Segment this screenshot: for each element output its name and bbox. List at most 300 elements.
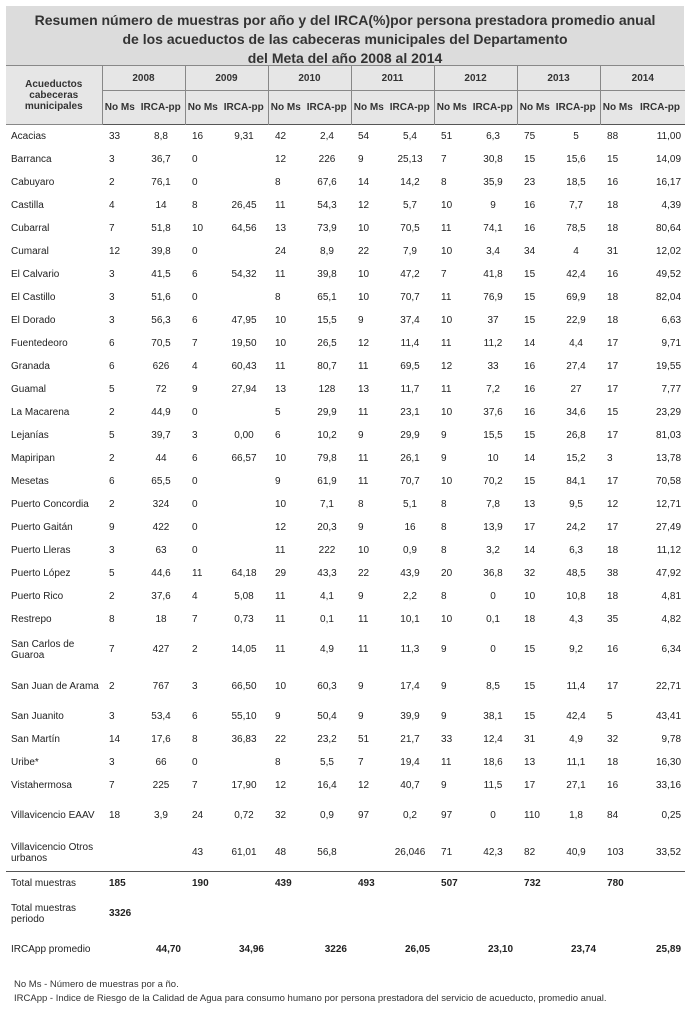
cell-no-ms: 13	[524, 499, 536, 510]
cell-no-ms: 12	[607, 499, 619, 510]
cell-irca-pp: 9,5	[569, 499, 583, 510]
cell-irca-pp: 9,2	[569, 644, 583, 655]
cell-no-ms: 9	[358, 681, 364, 692]
row-acueducto-name: Vistahermosa	[11, 780, 72, 791]
cell-irca-pp: 18	[155, 614, 167, 625]
cell-irca-pp: 29,9	[317, 407, 337, 418]
cell-irca-pp: 26,5	[317, 338, 337, 349]
cell-no-ms: 11	[358, 644, 369, 655]
cell-irca-pp: 6,3	[486, 131, 500, 142]
header-irca-pp: IRCA-pp	[137, 91, 185, 125]
cell-irca-pp: 69,5	[400, 361, 420, 372]
cell-no-ms: 14	[524, 453, 536, 464]
cell-no-ms: 5	[275, 407, 281, 418]
cell-irca-pp: 79,8	[317, 453, 337, 464]
cell-no-ms: 11	[192, 568, 203, 579]
cell-no-ms: 18	[607, 223, 619, 234]
footnote-ms: No Ms - Número de muestras por a ño.	[14, 979, 179, 990]
cell-irca-pp: 23,2	[317, 734, 337, 745]
cell-irca-pp: 44	[155, 453, 167, 464]
row-acueducto-name: El Calvario	[11, 269, 60, 280]
cell-irca-pp: 4,9	[569, 734, 583, 745]
cell-irca-pp: 51,8	[151, 223, 171, 234]
cell-irca-pp: 47,92	[655, 568, 682, 579]
cell-no-ms: 15	[607, 154, 619, 165]
cell-irca-pp: 70,58	[655, 476, 682, 487]
cell-irca-pp: 74,1	[483, 223, 503, 234]
row-acueducto-name: Cubarral	[11, 223, 50, 234]
cell-no-ms: 24	[275, 246, 287, 257]
cell-irca-pp: 16,4	[317, 780, 337, 791]
table-row	[6, 751, 685, 774]
cell-no-ms: 17	[524, 780, 536, 791]
cell-irca-pp: 17,6	[151, 734, 171, 745]
cell-no-ms: 6	[192, 315, 198, 326]
irca-table	[6, 66, 685, 966]
cell-irca-pp: 76,1	[151, 177, 171, 188]
table-title	[6, 6, 684, 66]
table-row	[6, 194, 685, 217]
cell-irca-pp	[220, 516, 268, 539]
cell-no-ms: 12	[441, 361, 453, 372]
cell-irca-pp: 15,2	[566, 453, 586, 464]
cell-irca-pp: 11,2	[483, 338, 503, 349]
cell-irca-pp: 47,95	[231, 315, 257, 326]
cell-irca-pp: 12,71	[655, 499, 682, 510]
cell-irca-pp: 11,5	[483, 780, 503, 791]
cell-no-ms: 9	[275, 711, 281, 722]
cell-irca-pp: 37,4	[400, 315, 420, 326]
cell-no-ms: 16	[607, 269, 619, 280]
header-irca-pp: IRCA-pp	[220, 91, 268, 125]
cell-no-ms: 6	[109, 338, 115, 349]
cell-no-ms: 11	[358, 453, 369, 464]
header-year: 2012	[434, 66, 517, 91]
cell-irca-pp: 41,5	[151, 269, 171, 280]
cell-no-ms: 51	[441, 131, 453, 142]
cell-no-ms: 0	[192, 407, 198, 418]
table-row	[6, 286, 685, 309]
cell-irca-pp: 5,7	[403, 200, 417, 211]
total-value: 190	[185, 872, 220, 896]
cell-no-ms: 12	[275, 154, 287, 165]
cell-no-ms: 8	[275, 177, 281, 188]
row-acueducto-name: Cumaral	[11, 246, 49, 257]
cell-irca-pp: 11,7	[400, 384, 420, 395]
cell-no-ms: 0	[192, 154, 198, 165]
row-acueducto-name: Guamal	[11, 384, 47, 395]
total-value: 732	[517, 872, 552, 896]
header-irca-pp: IRCA-pp	[552, 91, 600, 125]
cell-no-ms: 7	[441, 269, 447, 280]
cell-irca-pp: 18,6	[483, 757, 503, 768]
cell-no-ms: 15	[524, 269, 536, 280]
cell-no-ms: 8	[358, 499, 364, 510]
cell-no-ms: 8	[192, 734, 198, 745]
cell-no-ms: 15	[524, 681, 536, 692]
cell-irca-pp: 19,55	[655, 361, 682, 372]
header-no-ms: No Ms	[600, 91, 635, 125]
cell-no-ms: 2	[109, 591, 115, 602]
cell-no-ms: 11	[441, 223, 452, 234]
cell-irca-pp: 61,01	[231, 847, 257, 858]
cell-no-ms: 8	[441, 499, 447, 510]
cell-no-ms: 12	[275, 780, 287, 791]
cell-no-ms: 88	[607, 131, 619, 142]
cell-irca-pp: 5	[573, 131, 579, 142]
cell-no-ms: 3	[109, 711, 115, 722]
cell-irca-pp: 63	[155, 545, 167, 556]
cell-no-ms: 10	[275, 453, 287, 464]
cell-no-ms: 51	[358, 734, 370, 745]
cell-no-ms: 32	[275, 810, 287, 821]
header-no-ms: No Ms	[185, 91, 220, 125]
cell-no-ms: 8	[109, 614, 115, 625]
cell-irca-pp: 22,71	[655, 681, 682, 692]
cell-no-ms: 17	[607, 430, 619, 441]
cell-irca-pp: 23,29	[655, 407, 682, 418]
cell-no-ms: 22	[275, 734, 287, 745]
cell-no-ms: 11	[275, 644, 286, 655]
cell-irca-pp: 10,2	[317, 430, 337, 441]
promedio-value: 34,96	[238, 943, 264, 955]
cell-no-ms: 11	[358, 361, 369, 372]
cell-no-ms: 12	[358, 780, 370, 791]
cell-no-ms: 18	[607, 200, 619, 211]
cell-irca-pp: 26,8	[566, 430, 586, 441]
cell-no-ms: 97	[441, 810, 453, 821]
cell-no-ms: 14	[524, 338, 536, 349]
row-acueducto-name: San Juanito	[11, 711, 64, 722]
cell-no-ms: 0	[192, 292, 198, 303]
cell-no-ms: 16	[607, 644, 619, 655]
cell-no-ms: 7	[109, 780, 115, 791]
table-row	[6, 217, 685, 240]
cell-no-ms: 7	[358, 757, 364, 768]
cell-no-ms: 8	[275, 292, 281, 303]
cell-irca-pp: 66,50	[231, 681, 257, 692]
cell-no-ms: 9	[441, 681, 447, 692]
cell-irca-pp: 26,45	[231, 200, 257, 211]
promedio-value: 3226	[324, 943, 347, 955]
cell-irca-pp: 225	[152, 780, 170, 791]
cell-irca-pp: 222	[318, 545, 336, 556]
cell-irca-pp: 27,49	[655, 522, 682, 533]
cell-no-ms: 17	[607, 338, 619, 349]
cell-irca-pp: 43,3	[317, 568, 337, 579]
cell-no-ms: 17	[607, 681, 619, 692]
row-acueducto-name: Puerto Concordia	[11, 499, 89, 510]
cell-no-ms: 0	[192, 522, 198, 533]
cell-irca-pp: 30,8	[483, 154, 503, 165]
cell-irca-pp: 10,1	[400, 614, 420, 625]
cell-irca-pp: 626	[152, 361, 170, 372]
header-year: 2013	[517, 66, 600, 91]
table-row	[6, 378, 685, 401]
cell-irca-pp: 43,41	[655, 711, 682, 722]
cell-irca-pp: 9,78	[661, 734, 682, 745]
cell-no-ms: 7	[109, 644, 115, 655]
cell-irca-pp: 81,03	[655, 430, 682, 441]
cell-no-ms: 31	[524, 734, 536, 745]
cell-no-ms: 38	[607, 568, 619, 579]
cell-no-ms: 10	[192, 223, 204, 234]
cell-irca-pp: 226	[318, 154, 336, 165]
row-acueducto-name: La Macarena	[11, 407, 70, 418]
total-row	[6, 872, 685, 896]
row-acueducto-name: Lejanías	[11, 430, 49, 441]
total-value: 493	[351, 872, 386, 896]
cell-irca-pp: 0	[490, 644, 496, 655]
cell-no-ms: 6	[192, 269, 198, 280]
cell-no-ms: 5	[109, 430, 115, 441]
cell-irca-pp: 4,4	[569, 338, 583, 349]
cell-irca-pp: 54,3	[317, 200, 337, 211]
cell-no-ms: 15	[524, 430, 536, 441]
cell-no-ms: 35	[607, 614, 619, 625]
cell-irca-pp: 1,8	[569, 810, 583, 821]
table-row	[6, 631, 685, 668]
cell-irca-pp: 43,9	[400, 568, 420, 579]
cell-irca-pp: 10	[487, 453, 499, 464]
promedio-value: 44,70	[155, 943, 181, 955]
cell-irca-pp: 14,2	[400, 177, 420, 188]
cell-no-ms: 82	[524, 847, 536, 858]
cell-irca-pp	[220, 751, 268, 774]
cell-no-ms: 10	[275, 338, 287, 349]
cell-no-ms: 2	[192, 644, 198, 655]
cell-irca-pp: 17,90	[231, 780, 257, 791]
cell-no-ms: 16	[524, 223, 536, 234]
cell-irca-pp: 0,00	[234, 430, 254, 441]
cell-irca-pp: 26,1	[400, 453, 420, 464]
cell-irca-pp: 50,4	[317, 711, 337, 722]
cell-no-ms: 6	[192, 453, 198, 464]
cell-no-ms: 5	[607, 711, 613, 722]
cell-irca-pp: 16,30	[655, 757, 682, 768]
cell-irca-pp: 6,34	[661, 644, 682, 655]
cell-irca-pp: 3,4	[486, 246, 500, 257]
cell-irca-pp: 70,7	[400, 292, 420, 303]
cell-irca-pp: 15,6	[566, 154, 586, 165]
cell-no-ms: 32	[524, 568, 536, 579]
header-no-ms: No Ms	[434, 91, 469, 125]
cell-irca-pp: 14,05	[231, 644, 257, 655]
cell-no-ms: 17	[607, 384, 619, 395]
row-acueducto-name: Villavicencio EAAV	[11, 810, 95, 821]
header-irca-pp: IRCA-pp	[469, 91, 517, 125]
cell-no-ms: 48	[275, 847, 287, 858]
cell-no-ms: 11	[441, 757, 452, 768]
cell-irca-pp: 7,77	[661, 384, 682, 395]
cell-no-ms: 17	[607, 476, 619, 487]
cell-no-ms: 42	[275, 131, 287, 142]
cell-irca-pp: 15,5	[317, 315, 337, 326]
cell-irca-pp: 7,9	[403, 246, 417, 257]
cell-irca-pp: 38,1	[483, 711, 503, 722]
row-acueducto-name: Puerto Lleras	[11, 545, 71, 556]
cell-irca-pp: 29,9	[400, 430, 420, 441]
cell-irca-pp: 26,046	[394, 847, 426, 858]
cell-irca-pp: 16,17	[655, 177, 682, 188]
cell-no-ms	[351, 834, 386, 872]
cell-irca-pp: 27,94	[231, 384, 257, 395]
cell-irca-pp: 33,16	[655, 780, 682, 791]
cell-no-ms: 16	[192, 131, 204, 142]
cell-no-ms: 9	[358, 430, 364, 441]
cell-no-ms: 22	[358, 246, 370, 257]
cell-irca-pp: 13,78	[655, 453, 682, 464]
cell-irca-pp: 70,2	[483, 476, 503, 487]
cell-no-ms: 24	[192, 810, 204, 821]
cell-no-ms: 13	[358, 384, 370, 395]
cell-no-ms: 9	[192, 384, 198, 395]
cell-no-ms: 4	[192, 361, 198, 372]
cell-irca-pp: 3,9	[154, 810, 168, 821]
cell-no-ms: 103	[607, 847, 624, 858]
cell-irca-pp: 4,9	[320, 644, 334, 655]
table-row	[6, 424, 685, 447]
cell-no-ms: 22	[358, 568, 370, 579]
header-year: 2009	[185, 66, 268, 91]
cell-irca-pp: 4,1	[320, 591, 334, 602]
cell-irca-pp: 36,7	[151, 154, 171, 165]
table-row	[6, 834, 685, 872]
cell-irca-pp: 27,1	[566, 780, 586, 791]
table-row	[6, 668, 685, 705]
cell-no-ms: 18	[109, 810, 121, 821]
cell-no-ms: 43	[192, 847, 204, 858]
cell-no-ms: 5	[109, 384, 115, 395]
promedio-value: 23,10	[487, 943, 514, 955]
cell-no-ms: 3	[109, 154, 115, 165]
cell-irca-pp: 40,7	[400, 780, 420, 791]
table-row	[6, 797, 685, 834]
cell-no-ms: 3	[109, 269, 115, 280]
cell-irca-pp: 2,4	[320, 131, 334, 142]
table-row	[6, 263, 685, 286]
cell-irca-pp: 0,72	[234, 810, 254, 821]
total-value: 439	[268, 872, 303, 896]
cell-irca-pp: 36,8	[483, 568, 503, 579]
cell-irca-pp: 11,1	[566, 757, 586, 768]
cell-irca-pp: 11,3	[400, 644, 420, 655]
cell-no-ms: 97	[358, 810, 370, 821]
cell-irca-pp: 65,1	[317, 292, 337, 303]
cell-irca-pp: 2,2	[403, 591, 417, 602]
cell-irca-pp: 11,12	[656, 545, 682, 556]
cell-no-ms: 9	[441, 780, 447, 791]
cell-no-ms: 10	[441, 476, 453, 487]
cell-no-ms: 7	[441, 154, 447, 165]
cell-no-ms: 9	[358, 711, 364, 722]
cell-irca-pp: 0,25	[661, 810, 682, 821]
cell-irca-pp: 23,1	[400, 407, 420, 418]
cell-irca-pp	[220, 493, 268, 516]
total-value: 780	[600, 872, 635, 896]
cell-no-ms: 75	[524, 131, 536, 142]
cell-irca-pp: 11,4	[400, 338, 420, 349]
cell-irca-pp: 80,7	[317, 361, 337, 372]
header-irca-pp: IRCA-pp	[303, 91, 351, 125]
cell-no-ms: 11	[358, 407, 369, 418]
cell-irca-pp: 8,8	[154, 131, 168, 142]
cell-no-ms: 33	[109, 131, 121, 142]
cell-no-ms: 11	[358, 476, 369, 487]
cell-irca-pp: 34,6	[566, 407, 586, 418]
cell-no-ms: 12	[275, 522, 287, 533]
row-acueducto-name: San Juan de Arama	[11, 681, 99, 692]
cell-irca-pp: 11,4	[566, 681, 586, 692]
cell-irca-pp: 44,9	[151, 407, 171, 418]
cell-irca-pp: 4,3	[569, 614, 583, 625]
cell-no-ms: 13	[275, 384, 287, 395]
cell-irca-pp: 427	[152, 644, 170, 655]
cell-irca-pp: 12,4	[483, 734, 503, 745]
cell-irca-pp: 51,6	[151, 292, 171, 303]
row-acueducto-name: Puerto Rico	[11, 591, 64, 602]
cell-irca-pp: 20,3	[317, 522, 337, 533]
footnotes	[14, 978, 607, 1006]
cell-no-ms: 3	[192, 681, 198, 692]
cell-irca-pp: 4,82	[661, 614, 682, 625]
cell-irca-pp: 39,8	[317, 269, 337, 280]
cell-no-ms: 4	[109, 200, 115, 211]
header-irca-pp: IRCA-pp	[386, 91, 434, 125]
promedio-value: 23,74	[570, 943, 597, 955]
header-no-ms: No Ms	[351, 91, 386, 125]
promedio-row	[6, 932, 685, 966]
cell-no-ms: 16	[524, 361, 536, 372]
cell-irca-pp: 128	[318, 384, 336, 395]
cell-irca-pp: 324	[152, 499, 170, 510]
title-line-2: de los acueductos de las cabeceras municipales del Departamento	[122, 31, 568, 47]
cell-no-ms: 20	[441, 568, 453, 579]
cell-no-ms: 8	[275, 757, 281, 768]
cell-no-ms: 9	[358, 591, 364, 602]
cell-irca-pp: 12,02	[655, 246, 682, 257]
cell-no-ms: 10	[441, 614, 453, 625]
cell-no-ms: 13	[524, 757, 536, 768]
cell-irca-pp: 67,6	[317, 177, 337, 188]
cell-no-ms: 2	[109, 499, 115, 510]
cell-no-ms: 16	[524, 200, 536, 211]
cell-irca-pp	[220, 240, 268, 263]
cell-no-ms: 7	[192, 780, 198, 791]
cell-no-ms: 12	[358, 338, 370, 349]
row-acueducto-name: Puerto Gaitán	[11, 522, 73, 533]
cell-no-ms: 7	[109, 223, 115, 234]
cell-irca-pp: 72	[155, 384, 167, 395]
row-acueducto-name: Villavicencio Otros urbanos	[11, 841, 94, 864]
table-row	[6, 401, 685, 424]
cell-no-ms: 71	[441, 847, 453, 858]
cell-no-ms: 2	[109, 177, 115, 188]
cell-irca-pp: 16	[404, 522, 416, 533]
cell-irca-pp	[220, 286, 268, 309]
cell-irca-pp: 61,9	[317, 476, 337, 487]
cell-irca-pp: 6,63	[661, 315, 682, 326]
cell-no-ms: 10	[275, 315, 287, 326]
cell-no-ms: 8	[441, 591, 447, 602]
cell-no-ms: 9	[358, 154, 364, 165]
title-line-3: del Meta del año 2008 al 2014	[247, 50, 443, 66]
header-no-ms: No Ms	[268, 91, 303, 125]
row-acueducto-name: Acacias	[11, 131, 47, 142]
cell-no-ms: 12	[358, 200, 370, 211]
table-header	[6, 66, 685, 125]
cell-irca-pp: 64,18	[231, 568, 257, 579]
